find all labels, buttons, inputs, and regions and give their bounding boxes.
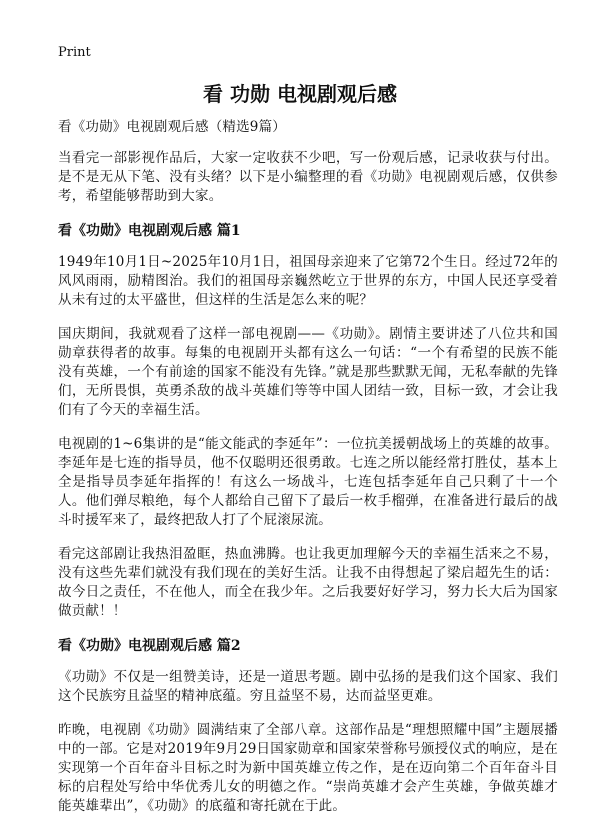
section-2-paragraph-2: 昨晚，电视剧《功勋》圆满结束了全部八章。这部作品是“理想照耀中国”主题展播中的一部。它是对2019年9月29日国家勋章和国家荣誉称号颁授仪式的响应，是在实现第一个百年奋斗目标之时为新中国英雄立传之作，是在迈向第二个百年奋斗目标的启程处写给中华优秀儿女的明德之作。“崇尚英雄才会产生英雄，争做英雄才能英雄辈出”，《功勋》的底蕴和寄托就在于此。 xyxy=(58,722,558,814)
intro-paragraph: 当看完一部影视作品后，大家一定收获不少吧，写一份观后感，记录收获与付出。是不是无从下笔、没有头绪？以下是小编整理的看《功勋》电视剧观后感，仅供参考，希望能够帮助到大家。 xyxy=(58,150,558,204)
article-subtitle: 看《功勋》电视剧观后感（精选9篇） xyxy=(58,119,286,135)
section-1-paragraph-3: 电视剧的1~6集讲的是“能文能武的李延年”：一位抗美援朝战场上的英雄的故事。李延年是七连的指导员，他不仅聪明还很勇敢。七连之所以能经常打胜仗，基本上全是指导员李延年指挥的！有这么一场战斗，七连包括李延年自己只剩了十一个人。他们弹尽粮绝，每个人都给自己留下了最后一枚手榴弹，在准备进行最后的战斗时援军来了，最终把敌人打了个屁滚尿流。 xyxy=(58,436,558,528)
section-1-paragraph-1: 1949年10月1日~2025年10月1日，祖国母亲迎来了它第72个生日。经过72年的风风雨雨，励精图治。我们的祖国母亲巍然屹立于世界的东方，中国人民还享受着从未有过的太平盛世，但这样的生活是怎么来的呢？ xyxy=(58,254,558,308)
section-1-paragraph-4: 看完这部剧让我热泪盈眶，热血沸腾。也让我更加理解今天的幸福生活来之不易，没有这些先辈们就没有我们现在的美好生活。让我不由得想起了梁启超先生的话：故今日之责任，不在他人，而全在我少年。之后我要好好学习，努力长大后为国家做贡献！！ xyxy=(58,546,558,619)
section-heading-2: 看《功勋》电视剧观后感 篇2 xyxy=(58,638,241,654)
section-1-paragraph-2: 国庆期间，我就观看了这样一部电视剧——《功勋》。剧情主要讲述了八位共和国勋章获得者的故事。每集的电视剧开头都有这么一句话：“一个有希望的民族不能没有英雄，一个有前途的国家不能没有先锋。”就是那些默默无闻，无私奉献的先锋们，无所畏惧，英勇杀敌的战斗英雄们等等中国人团结一致，目标一致，才会让我们有了今天的幸福生活。 xyxy=(58,326,558,418)
section-2-paragraph-1: 《功勋》不仅是一组赞美诗，还是一道思考题。剧中弘扬的是我们这个国家、我们这个民族穷且益坚的精神底蕴。穷且益坚不易，达而益坚更难。 xyxy=(58,669,558,704)
print-link[interactable]: Print xyxy=(58,45,91,60)
article-body xyxy=(58,118,558,831)
section-heading-1: 看《功勋》电视剧观后感 篇1 xyxy=(58,223,241,239)
document-title: 看 功勋 电视剧观后感 xyxy=(203,82,397,106)
